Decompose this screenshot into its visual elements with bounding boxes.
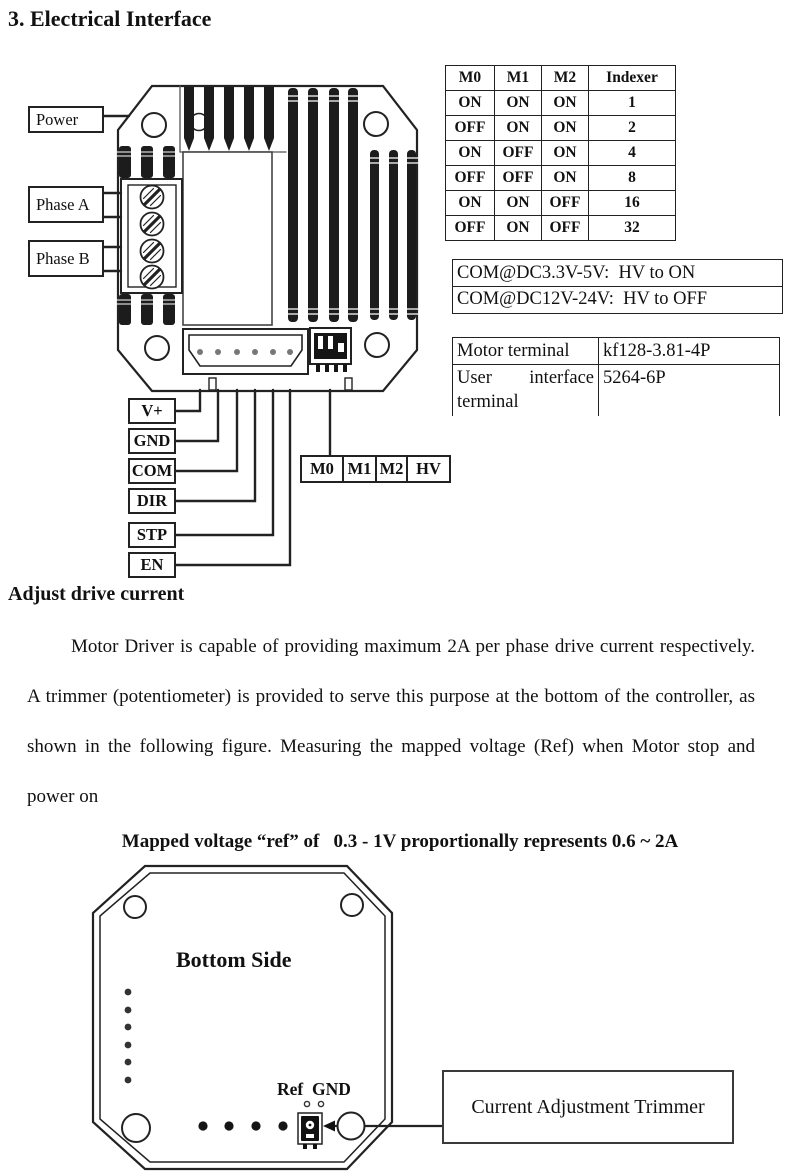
indexer-cell: 16: [589, 191, 676, 216]
pin-label-dir: DIR: [128, 488, 176, 514]
motor-terminal-block: [121, 179, 182, 293]
mapped-voltage-note: Mapped voltage “ref” of 0.3 - 1V proportionally represents 0.6 ~ 2A: [121, 831, 679, 852]
indexer-row: [446, 216, 676, 241]
indexer-cell: ON: [495, 216, 542, 241]
indexer-cell: OFF: [542, 191, 589, 216]
com-spec-table: [452, 259, 783, 314]
page-title: 3. Electrical Interface: [8, 6, 212, 31]
trimmer-callout-box: Current Adjustment Trimmer: [442, 1070, 734, 1144]
indexer-cell: ON: [542, 116, 589, 141]
indexer-cell: 8: [589, 166, 676, 191]
indexer-table: [445, 65, 676, 241]
indexer-cell: 2: [589, 116, 676, 141]
indexer-cell: ON: [446, 191, 495, 216]
indexer-header-m1: M1: [495, 66, 542, 91]
indexer-cell: ON: [542, 141, 589, 166]
indexer-header-indexer: Indexer: [589, 66, 676, 91]
indexer-cell: OFF: [495, 141, 542, 166]
pin-label-gnd: GND: [128, 428, 176, 454]
pin-label-vplus: V+: [128, 398, 176, 424]
indexer-cell: ON: [495, 191, 542, 216]
indexer-header-m2: M2: [542, 66, 589, 91]
terminal-spec-table: [452, 337, 780, 416]
pin-label-com: COM: [128, 458, 176, 484]
indexer-cell: OFF: [446, 166, 495, 191]
body-paragraph: Motor Driver is capable of providing maximum 2A per phase drive current respectively. A trimmer (potentiometer) is provided to serve this purpose at the bottom of the controller, as shown in the following figure. Measuring the mapped voltage (Ref) when Motor stop and power on: [27, 636, 755, 807]
com-spec-row-2: COM@DC12V-24V: HV to OFF: [452, 286, 783, 314]
terminal-value-user-interface: 5264-6P: [603, 368, 666, 388]
indexer-cell: ON: [542, 91, 589, 116]
indexer-cell: 4: [589, 141, 676, 166]
mode-label-m1: M1: [342, 457, 375, 481]
power-label-box: Power: [28, 106, 104, 133]
indexer-row: [446, 166, 676, 191]
indexer-cell: ON: [446, 91, 495, 116]
indexer-cell: OFF: [446, 216, 495, 241]
adjust-current-heading: Adjust drive current: [8, 583, 185, 605]
indexer-cell: OFF: [542, 216, 589, 241]
terminal-name-user-interface: User interface terminal: [453, 365, 599, 416]
com-spec-row-1: COM@DC3.3V-5V: HV to ON: [452, 259, 783, 287]
indexer-cell: ON: [446, 141, 495, 166]
driver-bottom-view: [93, 866, 442, 1169]
indexer-cell: ON: [495, 91, 542, 116]
phase-a-label-box: Phase A: [28, 186, 104, 223]
indexer-cell: ON: [542, 166, 589, 191]
indexer-header-row: [446, 66, 676, 91]
terminal-value-motor: kf128-3.81-4P: [599, 338, 779, 365]
pin-label-stp: STP: [128, 522, 176, 548]
pin-label-en: EN: [128, 552, 176, 578]
indexer-cell: ON: [495, 116, 542, 141]
current-trimmer: [298, 1113, 322, 1149]
mode-label-hv: HV: [406, 457, 449, 481]
mode-label-m2: M2: [375, 457, 406, 481]
mode-label-m0: M0: [310, 459, 334, 478]
indexer-row: [446, 191, 676, 216]
phase-b-label-box: Phase B: [28, 240, 104, 277]
indexer-header-m0: M0: [446, 66, 495, 91]
indexer-cell: OFF: [446, 116, 495, 141]
mode-pin-row: [300, 455, 451, 483]
bottom-side-label: Bottom Side: [176, 947, 292, 972]
indexer-cell: OFF: [495, 166, 542, 191]
indexer-cell: 32: [589, 216, 676, 241]
indexer-cell: 1: [589, 91, 676, 116]
indexer-row: [446, 91, 676, 116]
ref-gnd-label: Ref GND: [277, 1079, 351, 1099]
indexer-row: [446, 116, 676, 141]
indexer-row: [446, 141, 676, 166]
terminal-name-motor: Motor terminal: [453, 338, 599, 365]
